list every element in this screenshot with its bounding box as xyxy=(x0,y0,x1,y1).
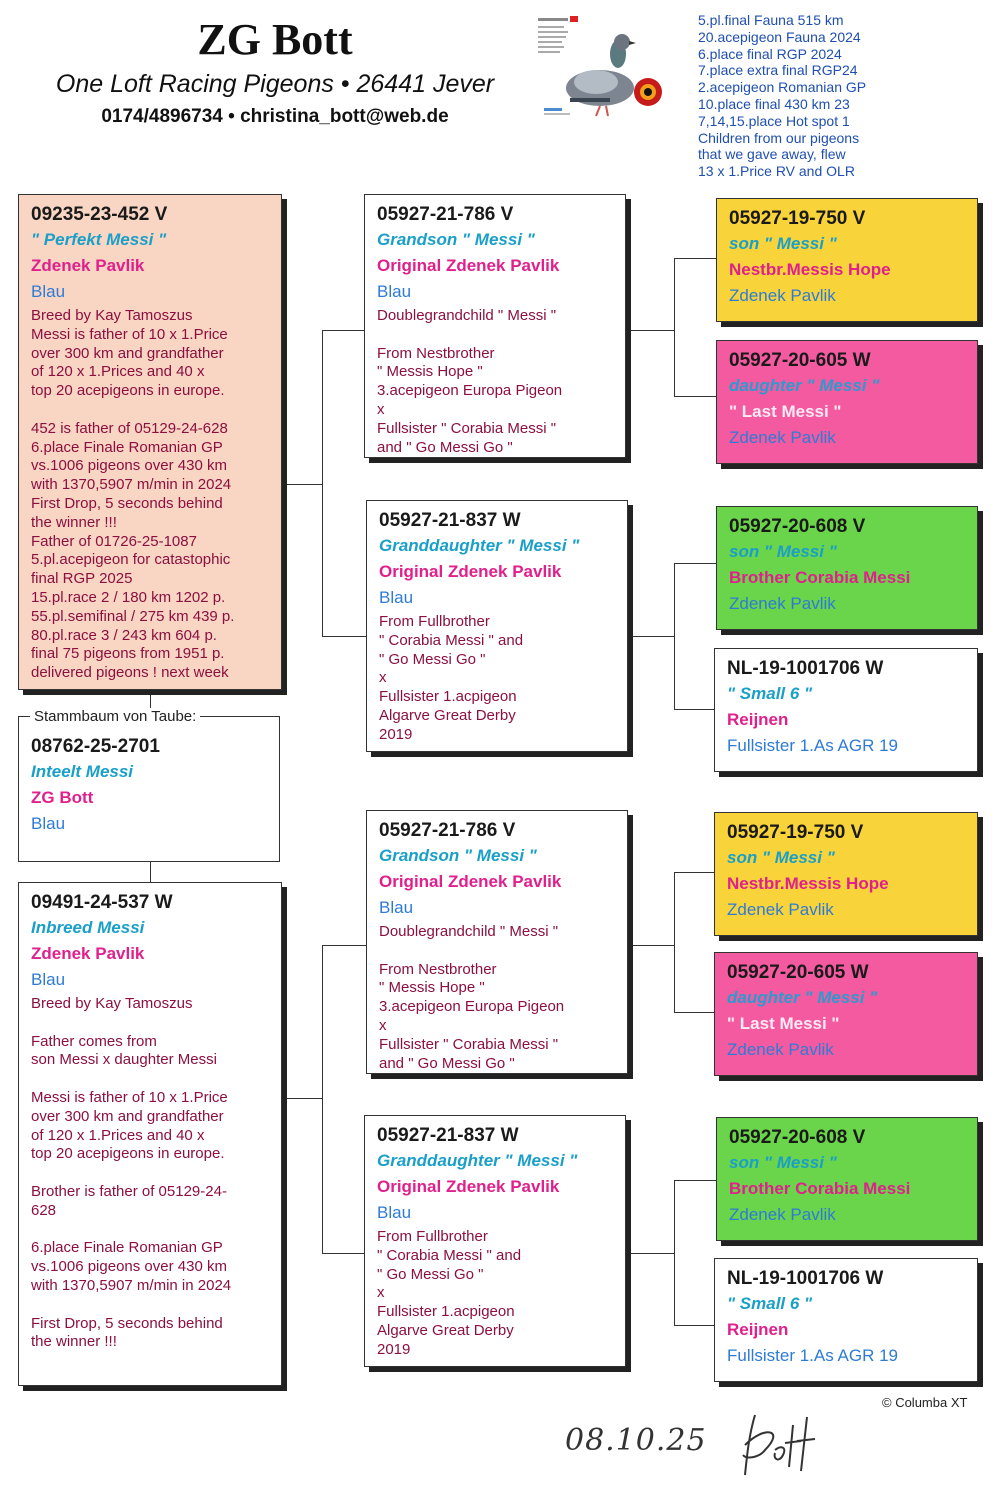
pigeon-name: Granddaughter " Messi " xyxy=(377,1151,578,1170)
pigeon-name: son " Messi " xyxy=(729,1153,837,1172)
connector-line xyxy=(674,1325,716,1326)
connector-line xyxy=(322,945,366,946)
pigeon-color: Blau xyxy=(377,1203,412,1222)
great-grandparent-card-4[interactable] xyxy=(714,648,978,772)
owner-name: " Last Messi " xyxy=(729,402,842,421)
pigeon-note: Fullsister 1.As AGR 19 xyxy=(727,1346,899,1365)
achievement-item: that we gave away, flew xyxy=(698,146,846,163)
copyright-text: © Columba XT xyxy=(882,1395,968,1410)
father-card[interactable] xyxy=(18,194,282,690)
owner-name: Original Zdenek Pavlik xyxy=(379,562,562,581)
great-grandparent-card-5[interactable] xyxy=(714,812,978,936)
ring-number: 09235-23-452 V xyxy=(31,204,168,225)
great-grandparent-card-3[interactable] xyxy=(716,506,978,630)
connector-line xyxy=(674,396,716,397)
ring-number: 05927-21-837 W xyxy=(379,510,521,531)
connector-line xyxy=(626,945,674,946)
owner-name: Original Zdenek Pavlik xyxy=(379,872,562,891)
mother-card[interactable] xyxy=(18,882,282,1386)
owner-name: Nestbr.Messis Hope xyxy=(727,874,889,893)
pigeon-name: Inbreed Messi xyxy=(31,918,145,937)
ring-number: NL-19-1001706 W xyxy=(727,658,884,679)
subject-card[interactable] xyxy=(18,716,280,862)
breeder-subtitle: One Loft Racing Pigeons • 26441 Jever xyxy=(55,70,495,98)
owner-name: Brother Corabia Messi xyxy=(729,1179,911,1198)
connector-line xyxy=(280,1098,322,1099)
achievements-list xyxy=(698,12,998,180)
connector-line xyxy=(674,258,716,259)
breeder-contact: 0174/4896734 • christina_bott@web.de xyxy=(101,106,449,127)
ring-number: 05927-20-608 V xyxy=(729,1127,866,1148)
pigeon-color: Blau xyxy=(31,814,66,833)
pigeon-color: Blau xyxy=(31,282,66,301)
connector-line xyxy=(322,330,364,331)
ring-number: 05927-20-605 W xyxy=(727,962,869,983)
owner-name: Zdenek Pavlik xyxy=(31,256,145,275)
owner-name: Original Zdenek Pavlik xyxy=(377,1177,560,1196)
pigeon-name: Granddaughter " Messi " xyxy=(379,536,580,555)
pigeon-breeder: Zdenek Pavlik xyxy=(729,1205,836,1224)
pigeon-breeder: Zdenek Pavlik xyxy=(727,1040,834,1059)
pigeon-name: Grandson " Messi " xyxy=(379,846,537,865)
grandfather-paternal-card[interactable] xyxy=(364,194,626,458)
grandfather-maternal-card[interactable] xyxy=(366,810,628,1074)
pigeon-name: Inteelt Messi xyxy=(31,762,134,781)
pigeon-color: Blau xyxy=(31,970,66,989)
pigeon-notes: From Fullbrother " Corabia Messi " and " Go Messi Go " x Fullsister 1.acpigeon Algarve Great Derby 2019 xyxy=(379,613,524,743)
connector-line xyxy=(674,563,716,564)
connector-line xyxy=(674,872,716,873)
connector-line xyxy=(624,1253,674,1254)
achievement-item: 7,14,15.place Hot spot 1 xyxy=(698,112,850,129)
owner-name: Reijnen xyxy=(727,710,789,729)
connector-line xyxy=(674,1180,716,1181)
pigeon-notes: Doublegrandchild " Messi " From Nestbrother " Messis Hope " 3.acepigeon Europa Pigeon x Fullsister " Corabia Messi " and " Go Messi Go " xyxy=(379,923,565,1072)
owner-name: Original Zdenek Pavlik xyxy=(377,256,560,275)
connector-line xyxy=(322,945,323,1253)
pigeon-name: " Small 6 " xyxy=(727,684,813,703)
ring-number: 05927-19-750 V xyxy=(729,208,866,229)
stammbaum-label: Stammbaum von Taube: xyxy=(30,708,200,725)
grandmother-paternal-card[interactable] xyxy=(366,500,628,752)
great-grandparent-card-6[interactable] xyxy=(714,952,978,1076)
pigeon-notes: Doublegrandchild " Messi " From Nestbrother " Messis Hope " 3.acepigeon Europa Pigeon x Fullsister " Corabia Messi " and " Go Messi Go " xyxy=(377,307,563,456)
pigeon-color: Blau xyxy=(379,588,414,607)
connector-line xyxy=(674,563,675,709)
pigeon-name: " Small 6 " xyxy=(727,1294,813,1313)
ring-number: 05927-19-750 V xyxy=(727,822,864,843)
ring-number: 08762-25-2701 xyxy=(31,736,160,757)
pigeon-breeder: Zdenek Pavlik xyxy=(729,286,836,305)
connector-line xyxy=(150,862,151,884)
connector-line xyxy=(674,1180,675,1325)
ring-number: 05927-21-786 V xyxy=(379,820,516,841)
connector-line xyxy=(282,484,322,485)
breeder-title: ZG Bott xyxy=(197,15,353,64)
owner-name: Zdenek Pavlik xyxy=(31,944,145,963)
pigeon-card-image xyxy=(530,10,670,122)
achievement-item: 6.place final RGP 2024 xyxy=(698,45,842,62)
ring-number: 05927-21-786 V xyxy=(377,204,514,225)
great-grandparent-card-2[interactable] xyxy=(716,340,978,464)
connector-line xyxy=(322,330,323,636)
great-grandparent-card-8[interactable] xyxy=(714,1258,978,1382)
connector-line xyxy=(674,1012,716,1013)
grandmother-maternal-card[interactable] xyxy=(364,1115,626,1367)
pigeon-breeder: Zdenek Pavlik xyxy=(727,900,834,919)
connector-line xyxy=(626,636,674,637)
connector-line xyxy=(674,872,675,1012)
pigeon-name: daughter " Messi " xyxy=(727,988,878,1007)
pigeon-notes: Breed by Kay Tamoszus Messi is father of 10 x 1.Price over 300 km and grandfather of 120 x 1.Prices and 40 x top 20 acepigeons in europe. 452 is father of 05129-24-628 6.place Finale Romanian GP vs.1006 pigeons over 430 km with 1370,5907 m/min in 2024 First Drop, 5 seconds behind the winner !!! Father of 01726-25-1087 5.pl.acepigeon for catastophic final RGP 2025 15.pl.race 2 / 180 km 1202 p. 55.pl.semifinal / 275 km 439 p. 80.pl.race 3 / 243 km 604 p. final 75 pigeons from 1951 p. delivered pigeons ! next week xyxy=(31,307,235,682)
owner-name: ZG Bott xyxy=(31,788,94,807)
owner-name: " Last Messi " xyxy=(727,1014,840,1033)
signature-image xyxy=(735,1405,835,1480)
pigeon-note: Fullsister 1.As AGR 19 xyxy=(727,736,899,755)
great-grandparent-card-1[interactable] xyxy=(716,198,978,322)
achievement-item: 10.place final 430 km 23 xyxy=(698,95,850,112)
great-grandparent-card-7[interactable] xyxy=(716,1117,978,1241)
connector-line xyxy=(674,258,675,396)
ring-number: 09491-24-537 W xyxy=(31,892,173,913)
achievement-item: 2.acepigeon Romanian GP xyxy=(698,79,867,96)
owner-name: Nestbr.Messis Hope xyxy=(729,260,891,279)
connector-line xyxy=(624,330,674,331)
pigeon-name: son " Messi " xyxy=(729,234,837,253)
pigeon-breeder: Zdenek Pavlik xyxy=(729,428,836,447)
pigeon-name: son " Messi " xyxy=(729,542,837,561)
pigeon-name: son " Messi " xyxy=(727,848,835,867)
ring-number: 05927-21-837 W xyxy=(377,1125,519,1146)
pigeon-notes: Breed by Kay Tamoszus Father comes from son Messi x daughter Messi Messi is father of 10 x 1.Price over 300 km and grandfather of 120 x 1.Prices and 40 x top 20 acepigeons in europe. Brother is father of 05129-24- 628 6.place Finale Romanian GP vs.1006 pigeons over 430 km with 1370,5907 m/min in 2024 First Drop, 5 seconds behind the winner !!! xyxy=(31,995,232,1351)
ring-number: NL-19-1001706 W xyxy=(727,1268,884,1289)
achievement-item: Children from our pigeons xyxy=(698,129,860,146)
handwritten-date: 08.10.25 xyxy=(565,1423,707,1458)
pigeon-color: Blau xyxy=(377,282,412,301)
ring-number: 05927-20-605 W xyxy=(729,350,871,371)
connector-line xyxy=(322,1253,364,1254)
owner-name: Brother Corabia Messi xyxy=(729,568,911,587)
achievement-item: 7.place extra final RGP24 xyxy=(698,62,858,79)
achievement-item: 5.pl.final Fauna 515 km xyxy=(698,12,844,28)
pigeon-color: Blau xyxy=(379,898,414,917)
connector-line xyxy=(322,636,366,637)
pigeon-notes: From Fullbrother " Corabia Messi " and " Go Messi Go " x Fullsister 1.acpigeon Algarve Great Derby 2019 xyxy=(377,1228,522,1358)
ring-number: 05927-20-608 V xyxy=(729,516,866,537)
connector-line xyxy=(674,709,716,710)
achievement-item: 20.acepigeon Fauna 2024 xyxy=(698,28,861,45)
pigeon-name: Grandson " Messi " xyxy=(377,230,535,249)
owner-name: Reijnen xyxy=(727,1320,789,1339)
pigeon-name: " Perfekt Messi " xyxy=(31,230,167,249)
pigeon-name: daughter " Messi " xyxy=(729,376,880,395)
achievement-item: 13 x 1.Price RV and OLR xyxy=(698,163,855,180)
pigeon-breeder: Zdenek Pavlik xyxy=(729,594,836,613)
